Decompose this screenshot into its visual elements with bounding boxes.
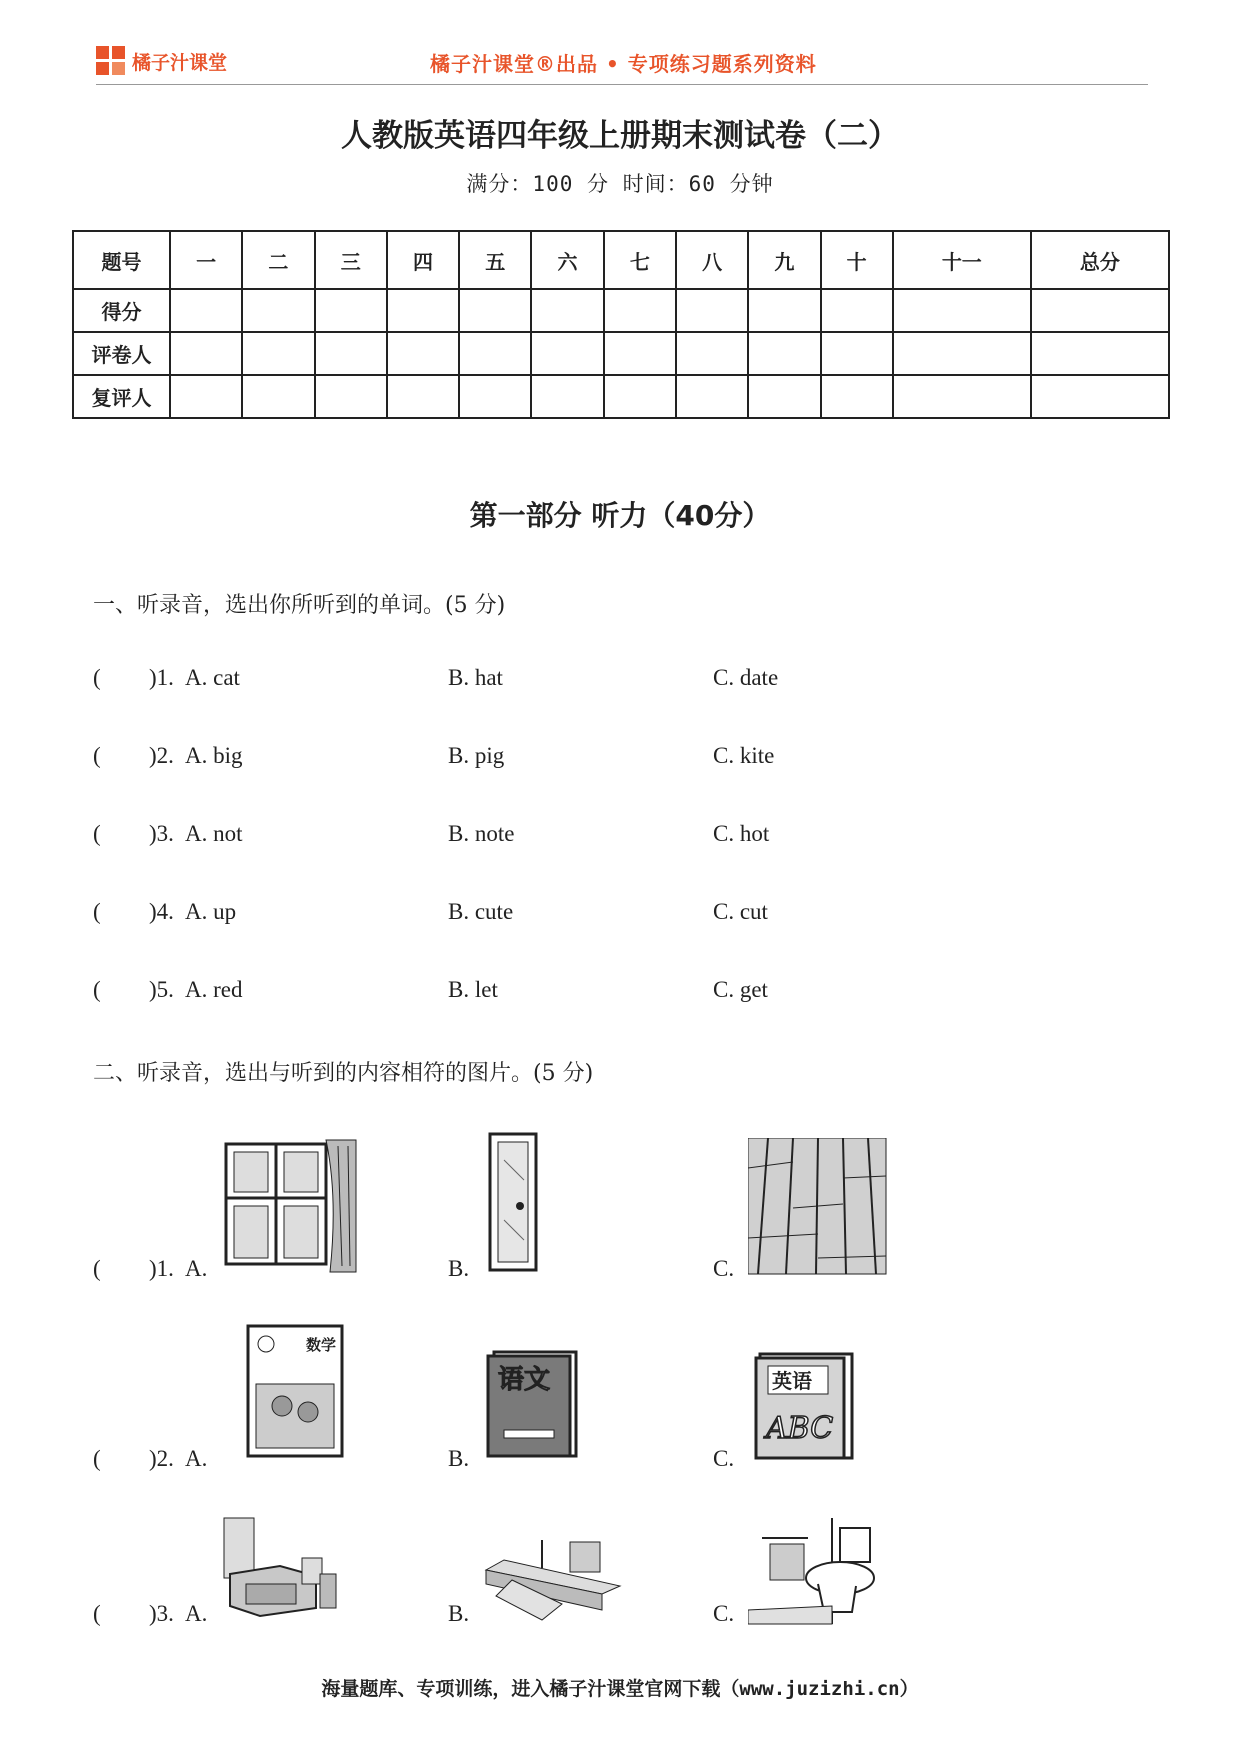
score-cell[interactable] bbox=[459, 289, 531, 332]
door-picture bbox=[484, 1130, 544, 1276]
answer-blank[interactable]: ( bbox=[93, 1601, 101, 1626]
score-cell[interactable] bbox=[170, 375, 242, 418]
score-cell[interactable] bbox=[821, 375, 893, 418]
bathroom-picture bbox=[748, 1514, 878, 1626]
score-cell[interactable] bbox=[1031, 289, 1169, 332]
score-cell[interactable] bbox=[459, 332, 531, 375]
score-cell[interactable] bbox=[387, 332, 459, 375]
window-picture bbox=[218, 1136, 358, 1276]
score-header-cell: 七 bbox=[604, 231, 676, 289]
score-cell[interactable] bbox=[1031, 375, 1169, 418]
english-book-title: 英语 bbox=[772, 1369, 812, 1393]
score-cell[interactable] bbox=[315, 375, 387, 418]
score-cell[interactable] bbox=[170, 289, 242, 332]
answer-blank[interactable]: ( bbox=[93, 665, 101, 690]
item-number: )4. bbox=[149, 899, 174, 924]
math-book-picture bbox=[244, 1322, 348, 1462]
option-b: B. hat bbox=[448, 665, 503, 690]
score-cell[interactable] bbox=[893, 289, 1031, 332]
item-number: )1. bbox=[149, 665, 174, 690]
score-cell[interactable] bbox=[170, 332, 242, 375]
question-item bbox=[93, 899, 1153, 931]
kitchen-picture bbox=[482, 1534, 622, 1626]
logo-text: 橘子汁课堂 bbox=[132, 51, 228, 74]
option-b: B. cute bbox=[448, 899, 514, 924]
logo-icon bbox=[96, 46, 126, 76]
score-header-cell: 总分 bbox=[1031, 231, 1169, 289]
reviewer-row bbox=[73, 375, 1169, 418]
option-a: A. cat bbox=[185, 665, 240, 690]
score-row-label: 评卷人 bbox=[73, 332, 170, 375]
section-title: 第一部分 听力（40分） bbox=[469, 499, 771, 532]
answer-blank[interactable]: ( bbox=[93, 1256, 101, 1281]
score-header-cell: 四 bbox=[387, 231, 459, 289]
option-c: C. date bbox=[713, 665, 779, 690]
option-a: A. bbox=[185, 1446, 208, 1471]
score-header-cell: 十一 bbox=[893, 231, 1031, 289]
score-header-cell: 六 bbox=[531, 231, 603, 289]
item-number: )2. bbox=[149, 743, 174, 768]
score-header-cell: 题号 bbox=[73, 231, 170, 289]
option-c: C. kite bbox=[713, 743, 775, 768]
score-cell[interactable] bbox=[531, 332, 603, 375]
chinese-book-title: 语文 bbox=[498, 1365, 551, 1395]
score-cell[interactable] bbox=[893, 375, 1031, 418]
option-b: B. pig bbox=[448, 743, 505, 768]
english-book-picture bbox=[752, 1350, 856, 1462]
score-cell[interactable] bbox=[821, 289, 893, 332]
score-cell[interactable] bbox=[531, 375, 603, 418]
score-cell[interactable] bbox=[459, 375, 531, 418]
english-book-letters: ABC bbox=[766, 1411, 834, 1446]
answer-blank[interactable]: ( bbox=[93, 821, 101, 846]
option-c: C. cut bbox=[713, 899, 768, 924]
item-number: )2. bbox=[149, 1446, 174, 1471]
option-a: A. big bbox=[185, 743, 243, 768]
score-cell[interactable] bbox=[242, 375, 314, 418]
math-book-title: 数学 bbox=[306, 1336, 337, 1354]
grader-row bbox=[73, 332, 1169, 375]
score-header-cell: 十 bbox=[821, 231, 893, 289]
option-b: B. bbox=[448, 1446, 470, 1471]
score-cell[interactable] bbox=[1031, 332, 1169, 375]
score-row-label: 得分 bbox=[73, 289, 170, 332]
option-c: C. get bbox=[713, 977, 768, 1002]
chinese-book-picture bbox=[484, 1346, 580, 1462]
option-c: C. bbox=[713, 1446, 735, 1471]
score-cell[interactable] bbox=[242, 289, 314, 332]
question-item bbox=[93, 743, 1153, 775]
score-cell[interactable] bbox=[531, 289, 603, 332]
item-number: )5. bbox=[149, 977, 174, 1002]
option-c: C. bbox=[713, 1256, 735, 1281]
score-table-header-row bbox=[73, 231, 1169, 289]
item-number: )3. bbox=[149, 821, 174, 846]
score-cell[interactable] bbox=[748, 289, 820, 332]
score-cell[interactable] bbox=[676, 289, 748, 332]
option-a: A. up bbox=[185, 899, 237, 924]
item-number: )3. bbox=[149, 1601, 174, 1626]
score-cell[interactable] bbox=[821, 332, 893, 375]
option-c: C. bbox=[713, 1601, 735, 1626]
answer-blank[interactable]: ( bbox=[93, 977, 101, 1002]
option-b: B. bbox=[448, 1256, 470, 1281]
brand-logo bbox=[96, 44, 227, 78]
score-row bbox=[73, 289, 1169, 332]
page-footer: 海量题库、专项训练，进入橘子汁课堂官网下载（www.juzizhi.cn） bbox=[321, 1678, 919, 1700]
question-heading: 二、听录音，选出与听到的内容相符的图片。(5 分) bbox=[93, 1061, 594, 1086]
score-cell[interactable] bbox=[315, 332, 387, 375]
score-cell[interactable] bbox=[748, 375, 820, 418]
score-cell[interactable] bbox=[604, 289, 676, 332]
score-header-cell: 九 bbox=[748, 231, 820, 289]
option-c: C. hot bbox=[713, 821, 770, 846]
score-row-label: 复评人 bbox=[73, 375, 170, 418]
option-a: A. bbox=[185, 1601, 208, 1626]
score-header-cell: 一 bbox=[170, 231, 242, 289]
answer-blank[interactable]: ( bbox=[93, 1446, 101, 1471]
score-cell[interactable] bbox=[676, 332, 748, 375]
question-heading: 一、听录音，选出你所听到的单词。(5 分) bbox=[93, 593, 506, 618]
score-cell[interactable] bbox=[748, 332, 820, 375]
score-cell[interactable] bbox=[315, 289, 387, 332]
question-item bbox=[93, 665, 1153, 697]
score-header-cell: 八 bbox=[676, 231, 748, 289]
score-header-cell: 二 bbox=[242, 231, 314, 289]
score-table bbox=[72, 230, 1170, 419]
page-title: 人教版英语四年级上册期末测试卷（二） bbox=[341, 118, 899, 154]
score-cell[interactable] bbox=[387, 375, 459, 418]
score-cell[interactable] bbox=[604, 332, 676, 375]
question-item bbox=[93, 821, 1153, 853]
question-item bbox=[93, 977, 1153, 1009]
header-tagline: 橘子汁课堂®出品 • 专项练习题系列资料 bbox=[430, 52, 817, 76]
answer-blank[interactable]: ( bbox=[93, 899, 101, 924]
option-b: B. bbox=[448, 1601, 470, 1626]
header-divider bbox=[96, 84, 1148, 85]
answer-blank[interactable]: ( bbox=[93, 743, 101, 768]
score-cell[interactable] bbox=[387, 289, 459, 332]
item-number: )1. bbox=[149, 1256, 174, 1281]
living-room-picture bbox=[220, 1514, 340, 1620]
score-header-cell: 三 bbox=[315, 231, 387, 289]
option-a: A. red bbox=[185, 977, 243, 1002]
score-header-cell: 五 bbox=[459, 231, 531, 289]
score-cell[interactable] bbox=[676, 375, 748, 418]
floor-picture bbox=[748, 1138, 888, 1276]
option-a: A. bbox=[185, 1256, 208, 1281]
option-b: B. let bbox=[448, 977, 498, 1002]
score-cell[interactable] bbox=[604, 375, 676, 418]
exam-info: 满分：100 分 时间：60 分钟 bbox=[466, 172, 774, 196]
option-a: A. not bbox=[185, 821, 243, 846]
score-cell[interactable] bbox=[242, 332, 314, 375]
score-cell[interactable] bbox=[893, 332, 1031, 375]
option-b: B. note bbox=[448, 821, 515, 846]
